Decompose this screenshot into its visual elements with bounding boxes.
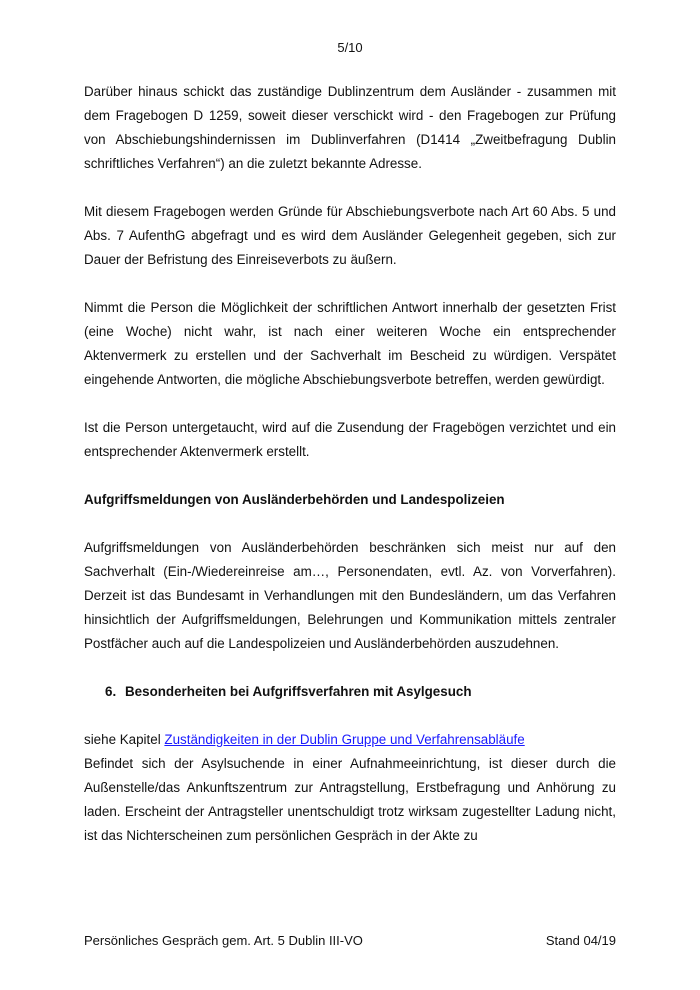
paragraph-aufnahmeeinrichtung: Befindet sich der Asylsuchende in einer Aufnahmeeinrichtung, ist dieser durch die Außenstelle/das Ankunftszentrum zur Antragstellung, Erstbefragung und Anhörung zu laden. Erscheint der Antragsteller unentschuldigt trotz wirksam zugestellter Ladung nicht, ist das Nichterscheinen zum persönlichen Gespräch in der Akte zu (84, 756, 616, 843)
paragraph-questionnaire-dispatch: Darüber hinaus schickt das zuständige Dublinzentrum dem Ausländer - zusammen mit dem Fragebogen D 1259, soweit dieser verschickt wird - den Fragebogen zur Prüfung von Abschiebungshindernissen im Dublinverfahren (D1414 „Zweitbefragung Dublin schriftliches Verfahren“) an die zuletzt bekannte Adresse. (84, 84, 616, 171)
section-title: Besonderheiten bei Aufgriffsverfahren mit Asylgesuch (125, 684, 472, 699)
section-heading-aufgriffsmeldungen: Aufgriffsmeldungen von Ausländerbehörden und Landespolizeien (84, 492, 505, 507)
footer-document-title: Persönliches Gespräch gem. Art. 5 Dublin III-VO (84, 933, 363, 948)
chapter-link[interactable]: Zuständigkeiten in der Dublin Gruppe und Verfahrensabläufe (164, 732, 525, 747)
paragraph-see-chapter (84, 728, 616, 752)
section-heading-6 (84, 680, 616, 704)
paragraph-no-response: Nimmt die Person die Möglichkeit der schriftlichen Antwort innerhalb der gesetzten Frist (eine Woche) nicht wahr, ist nach einer weiteren Woche ein entsprechender Aktenvermerk zu erstellen und der Sachverhalt im Bescheid zu würdigen. Verspätet eingehende Antworten, die mögliche Abschiebungsverbote betreffen, werden gewürdigt. (84, 300, 616, 387)
footer-version: Stand 04/19 (545, 933, 616, 948)
paragraph-questionnaire-purpose: Mit diesem Fragebogen werden Gründe für Abschiebungsverbote nach Art 60 Abs. 5 und Abs. 7 AufenthG abgefragt und es wird dem Ausländer Gelegenheit gegeben, sich zur Dauer der Befristung des Einreiseverbots zu äußern. (84, 204, 616, 267)
page-footer (84, 933, 616, 948)
page-number: 5/10 (337, 40, 363, 55)
paragraph-absconded: Ist die Person untergetaucht, wird auf die Zusendung der Fragebögen verzichtet und ein entsprechender Aktenvermerk erstellt. (84, 420, 616, 459)
document-body (84, 80, 616, 848)
section-number: 6. (105, 684, 117, 699)
paragraph-aufgriffsmeldungen: Aufgriffsmeldungen von Ausländerbehörden beschränken sich meist nur auf den Sachverhalt (Ein-/Wiedereinreise am…, Personendaten, evtl. Az. von Vorverfahren). Derzeit ist das Bundesamt in Verhandlungen mit den Bundesländern, um das Verfahren hinsichtlich der Aufgriffsmeldungen, Belehrungen und Kommunikation mittels zentraler Postfächer auch auf die Landespolizeien und Ausländerbehörden auszudehnen. (84, 540, 616, 651)
see-chapter-text: siehe Kapitel (84, 732, 165, 747)
